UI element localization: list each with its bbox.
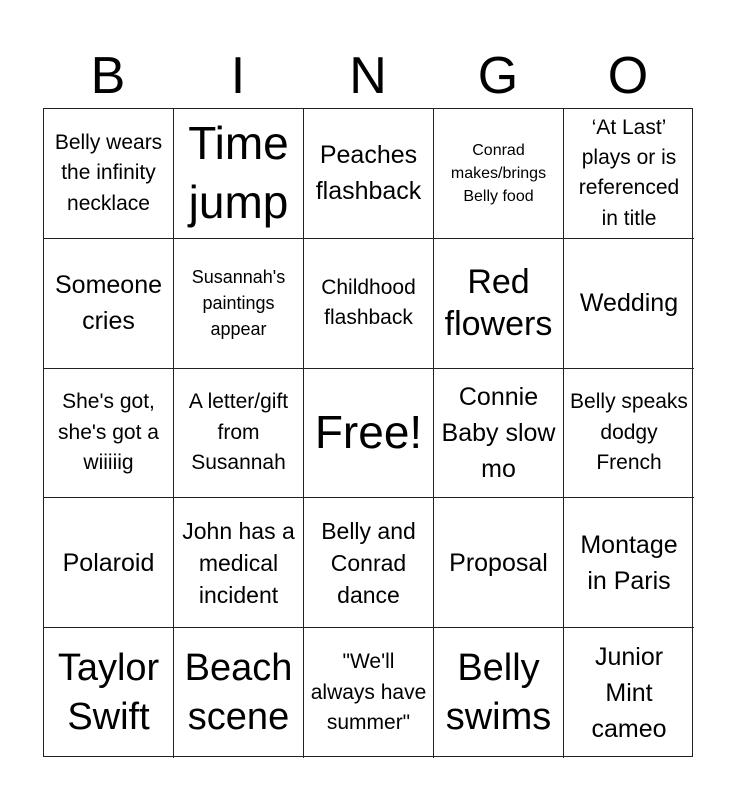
bingo-cell[interactable]: Belly swims [434,628,564,758]
bingo-cell[interactable]: Childhood flashback [304,239,434,369]
bingo-cell[interactable]: Red flowers [434,239,564,369]
bingo-cell[interactable]: Belly wears the infinity necklace [44,109,174,239]
header-letter-o: O [607,47,649,105]
bingo-cell[interactable]: Someone cries [44,239,174,369]
bingo-board [43,108,693,757]
bingo-cell[interactable]: Conrad makes/brings Belly food [434,109,564,239]
bingo-cell[interactable]: John has a medical incident [174,498,304,628]
bingo-header [43,44,693,108]
bingo-cell[interactable]: A letter/gift from Susannah [174,369,304,499]
header-letter-i: I [230,47,246,105]
bingo-cell[interactable]: Peaches flashback [304,109,434,239]
bingo-cell[interactable]: Montage in Paris [564,498,694,628]
header-letter-g: G [477,47,519,105]
bingo-cell[interactable]: Beach scene [174,628,304,758]
bingo-cell[interactable]: Belly speaks dodgy French [564,369,694,499]
bingo-cell[interactable]: Susannah's paintings appear [174,239,304,369]
bingo-cell[interactable]: Connie Baby slow mo [434,369,564,499]
bingo-cell[interactable]: Belly and Conrad dance [304,498,434,628]
bingo-cell[interactable]: Wedding [564,239,694,369]
bingo-cell[interactable]: Polaroid [44,498,174,628]
bingo-cell[interactable]: Time jump [174,109,304,239]
bingo-cell[interactable]: She's got, she's got a wiiiiig [44,369,174,499]
bingo-cell[interactable]: "We'll always have summer" [304,628,434,758]
bingo-cell[interactable]: Taylor Swift [44,628,174,758]
free-space-cell[interactable]: Free! [304,369,434,499]
bingo-cell[interactable]: Junior Mint cameo [591,642,667,744]
bingo-cell[interactable]: Proposal [434,498,564,628]
header-letter-b: B [90,47,126,105]
bingo-cell[interactable]: ‘At Last’ plays or is referenced in title [564,109,694,239]
header-letter-n: N [349,47,387,105]
